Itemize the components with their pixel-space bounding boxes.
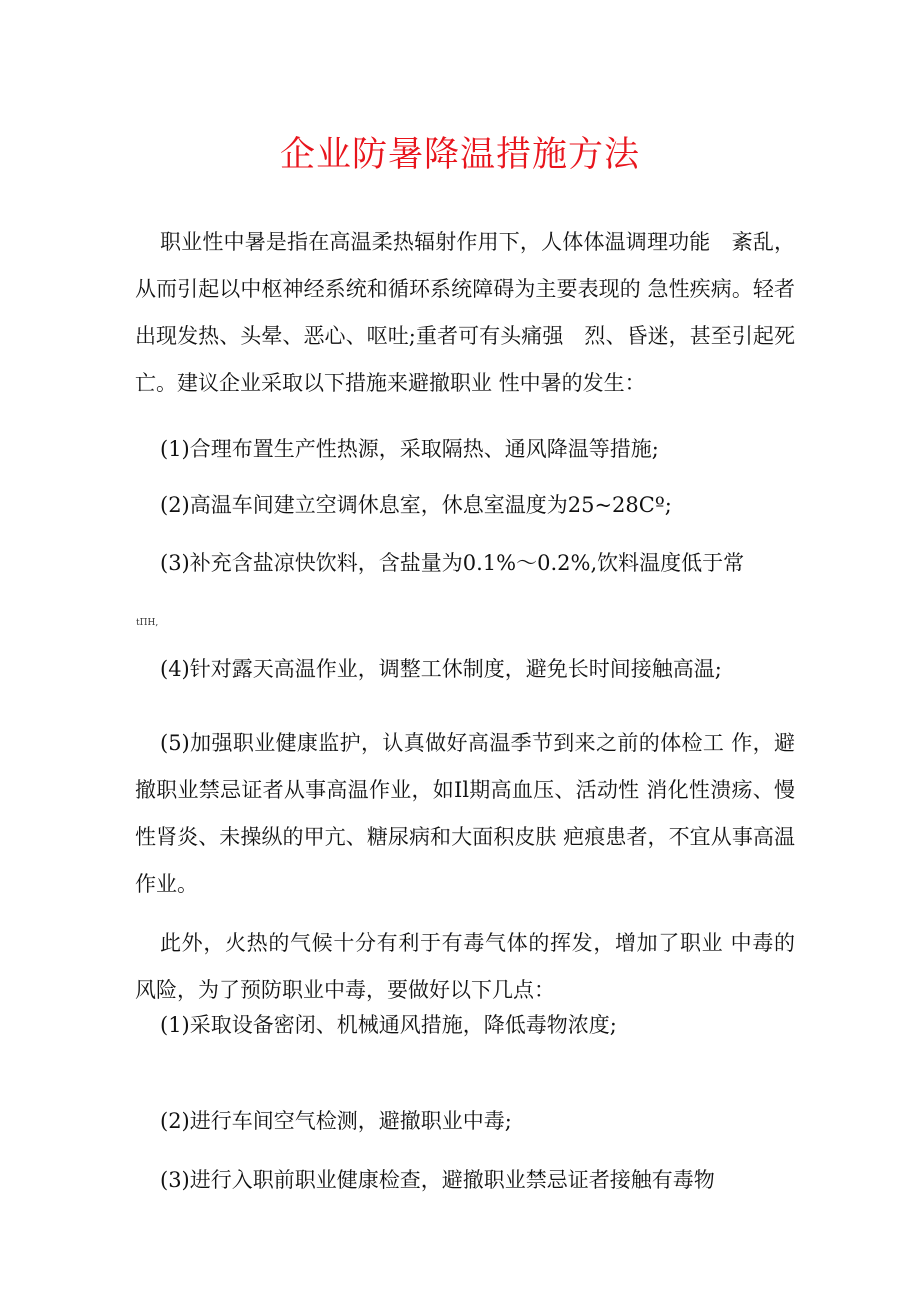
heat-measure-4: (4)针对露天高温作业，调整工休制度，避免长时间接触高温; bbox=[160, 657, 722, 681]
poison-intro-paragraph: 此外，火热的气候十分有利于有毒气体的挥发，增加了职业 中毒的风险，为了预防职业中毒，要做好以下几点： bbox=[135, 931, 795, 1002]
measure-5-paragraph: (5)加强职业健康监护，认真做好高温季节到来之前的体检工 作，避撤职业禁忌证者从事高温作业，如Il期高血压、活动性 消化性溃疡、慢性肾炎、未操纵的甲亢、糖尿病和大面积皮肤 疤痕患者，不宜从事高温作业。 bbox=[135, 731, 795, 896]
heat-measure-3: (3)补充含盐凉快饮料，含盐量为0.1%～0.2%,饮料温度低于常 bbox=[160, 551, 745, 575]
poison-measure-2: (2)进行车间空气检测，避撤职业中毒; bbox=[160, 1109, 512, 1133]
heat-measure-1: (1)合理布置生产性热源，采取隔热、通风降温等措施; bbox=[160, 437, 659, 461]
intro-paragraph: 职业性中暑是指在高温柔热辐射作用下，人体体温调理功能 紊乱，从而引起以中枢神经系统和循环系统障碍为主要表现的 急性疾病。轻者出现发热、头晕、恶心、呕吐;重者可有头痛强 烈、昏迷，甚至引起死亡。建议企业采取以下措施来避撤职业 性中暑的发生： bbox=[135, 230, 795, 395]
heat-measure-2: (2)高温车间建立空调休息室，休息室温度为25~28Cº; bbox=[160, 493, 672, 517]
poison-measure-1: (1)采取设备密闭、机械通风措施，降低毒物浓度; bbox=[160, 1013, 617, 1037]
document-title: 企业防暑降温措施方法 bbox=[279, 135, 640, 175]
stray-fragment: tΠH, bbox=[136, 618, 159, 628]
poison-measure-3: (3)进行入职前职业健康检查，避撤职业禁忌证者接触有毒物 bbox=[160, 1168, 715, 1192]
